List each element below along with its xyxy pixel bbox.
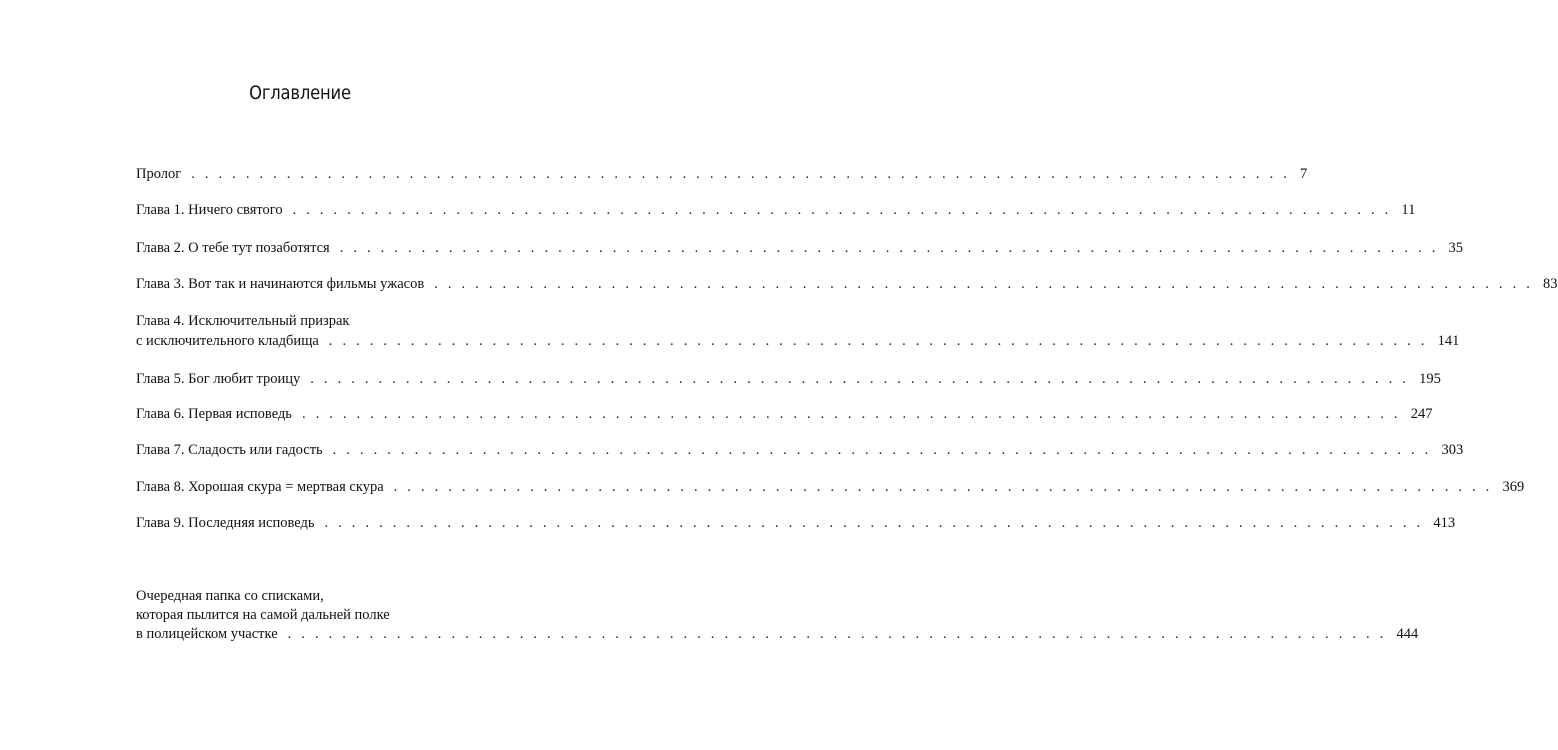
toc-title: Оглавление: [249, 82, 351, 104]
toc-entry-label: Глава 1. Ничего святого: [136, 202, 283, 218]
dot-leader: . . . . . . . . . . . . . . . . . . . . . . . . . . . . . . . . . . . . . . . . . . . . . . . . . . . . . . . . . . . . . . . . . . . . . . . . . . . . . . . . .: [332, 442, 1432, 458]
dot-leader: . . . . . . . . . . . . . . . . . . . . . . . . . . . . . . . . . . . . . . . . . . . . . . . . . . . . . . . . . . . . . . . . . . . . . . . . . . . . . . . . .: [434, 276, 1534, 292]
dot-leader: . . . . . . . . . . . . . . . . . . . . . . . . . . . . . . . . . . . . . . . . . . . . . . . . . . . . . . . . . . . . . . . . . . . . . . . . . . . . . . . . .: [310, 371, 1410, 387]
dot-leader: . . . . . . . . . . . . . . . . . . . . . . . . . . . . . . . . . . . . . . . . . . . . . . . . . . . . . . . . . . . . . . . . . . . . . . . . . . . . . . . . .: [339, 240, 1439, 256]
toc-entry-label: Пролог: [136, 166, 182, 182]
toc-entry-prologue: [136, 166, 1308, 183]
dot-leader: . . . . . . . . . . . . . . . . . . . . . . . . . . . . . . . . . . . . . . . . . . . . . . . . . . . . . . . . . . . . . . . . . . . . . . . . . . . . . . . . .: [292, 202, 1392, 218]
dot-leader: . . . . . . . . . . . . . . . . . . . . . . . . . . . . . . . . . . . . . . . . . . . . . . . . . . . . . . . . . . . . . . . . . . . . . . . . . . . . . . . . .: [393, 479, 1493, 495]
toc-entry-label: Глава 6. Первая исповедь: [136, 406, 292, 422]
toc-entry-chapter-3: [136, 276, 1558, 293]
dot-leader: . . . . . . . . . . . . . . . . . . . . . . . . . . . . . . . . . . . . . . . . . . . . . . . . . . . . . . . . . . . . . . . . . . . . . . . . . . . . . . . . .: [328, 333, 1428, 349]
toc-entry-page: 83: [1543, 276, 1558, 292]
toc-entry-page: 11: [1401, 202, 1416, 218]
toc-entry-label-line-2: которая пылится на самой дальней полке: [136, 607, 390, 623]
toc-entry-label: в полицейском участке: [136, 626, 278, 642]
toc-entry-page: 247: [1410, 406, 1433, 422]
dot-leader: . . . . . . . . . . . . . . . . . . . . . . . . . . . . . . . . . . . . . . . . . . . . . . . . . . . . . . . . . . . . . . . . . . . . . . . . . . . . . . . . .: [287, 626, 1387, 642]
toc-entry-page: 369: [1502, 479, 1525, 495]
toc-entry-chapter-9: [136, 515, 1456, 532]
toc-entry-page: 413: [1433, 515, 1456, 531]
toc-entry-label: Глава 3. Вот так и начинаются фильмы ужасов: [136, 276, 425, 292]
dot-leader: . . . . . . . . . . . . . . . . . . . . . . . . . . . . . . . . . . . . . . . . . . . . . . . . . . . . . . . . . . . . . . . . . . . . . . . . . . . . . . . . .: [301, 406, 1401, 422]
toc-entry-chapter-1: [136, 202, 1416, 219]
toc-entry-chapter-6: [136, 406, 1433, 423]
toc-entry-label: Глава 7. Сладость или гадость: [136, 442, 323, 458]
toc-entry-label: Глава 5. Бог любит троицу: [136, 371, 301, 387]
toc-entry-label: Глава 9. Последняя исповедь: [136, 515, 315, 531]
toc-entry-chapter-8: [136, 479, 1525, 496]
toc-entry-page: 444: [1396, 626, 1419, 642]
toc-entry-label: с исключительного кладбища: [136, 333, 319, 349]
toc-entry-chapter-4: [136, 313, 1460, 350]
dot-leader: . . . . . . . . . . . . . . . . . . . . . . . . . . . . . . . . . . . . . . . . . . . . . . . . . . . . . . . . . . . . . . . . . . . . . . . . . . . . . . . . .: [324, 515, 1424, 531]
toc-entry-page: 35: [1448, 240, 1464, 256]
toc-entry-label-line-1: Очередная папка со списками,: [136, 588, 324, 604]
toc-entry-chapter-5: [136, 371, 1441, 388]
toc-entry-label: Глава 8. Хорошая скура = мертвая скура: [136, 479, 384, 495]
toc-entry-appendix: [136, 588, 1419, 643]
toc-entry-label: Глава 2. О тебе тут позаботятся: [136, 240, 330, 256]
toc-entry-page: 141: [1437, 333, 1460, 349]
toc-entry-chapter-2: [136, 240, 1464, 257]
toc-entry-page: 303: [1441, 442, 1464, 458]
toc-entry-chapter-7: [136, 442, 1464, 459]
toc-entry-label-line-1: Глава 4. Исключительный призрак: [136, 313, 350, 329]
toc-entry-page: 195: [1419, 371, 1441, 387]
toc-entry-page: 7: [1300, 166, 1308, 182]
dot-leader: . . . . . . . . . . . . . . . . . . . . . . . . . . . . . . . . . . . . . . . . . . . . . . . . . . . . . . . . . . . . . . . . . . . . . . . . . . . . . . . . .: [191, 166, 1291, 182]
